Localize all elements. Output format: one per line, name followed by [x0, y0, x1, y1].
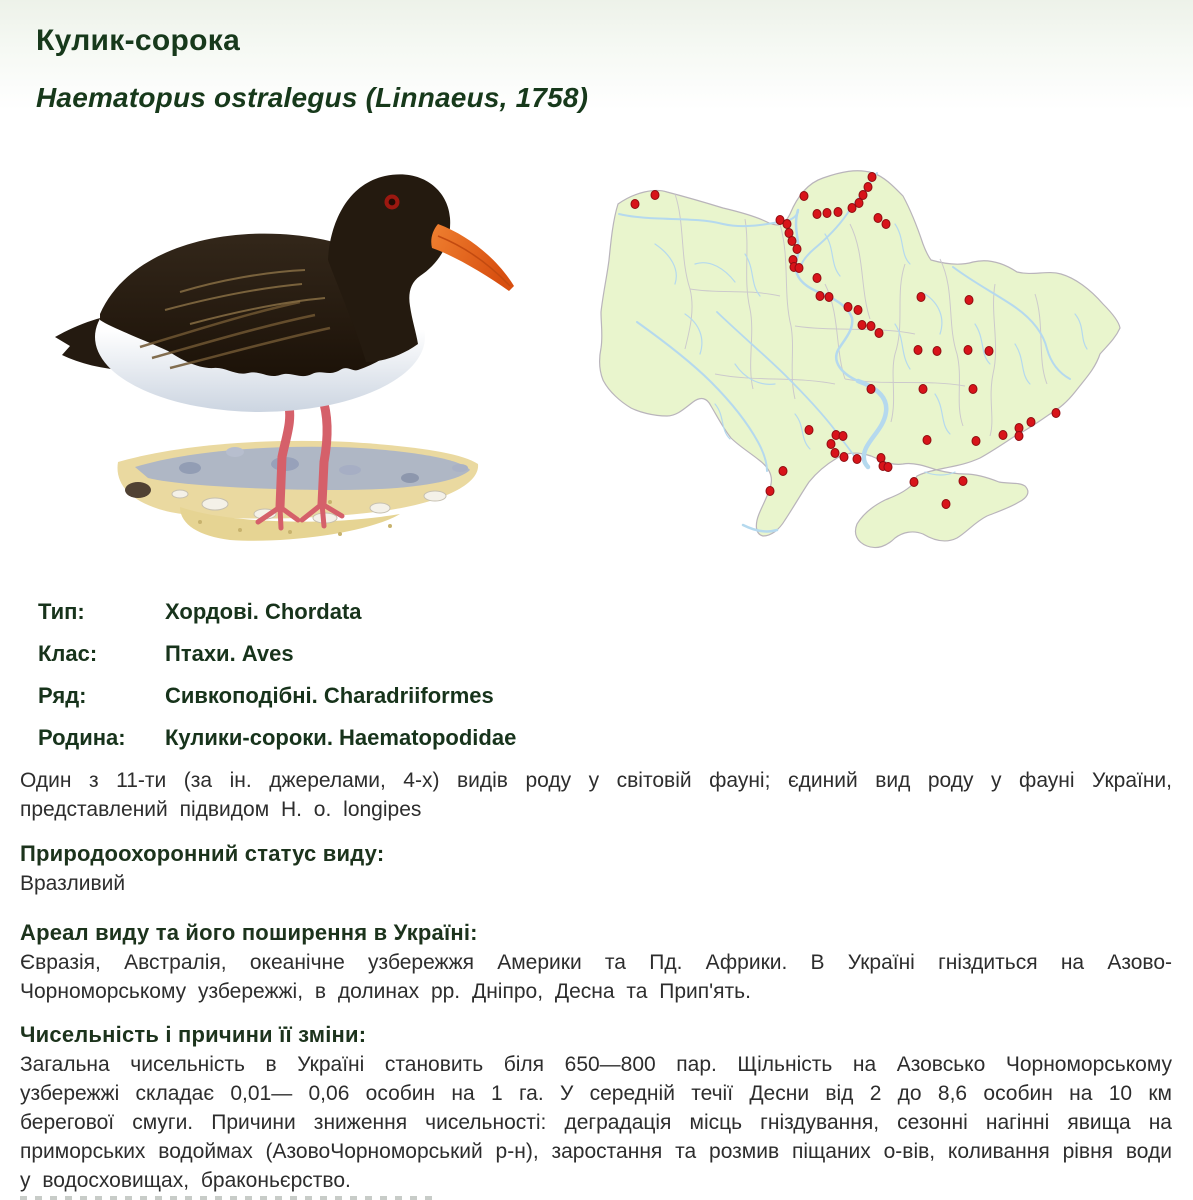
clipped-next-section-top: [20, 1196, 432, 1200]
taxonomy-value: Птахи. Aves: [165, 641, 294, 666]
figures-row: [20, 152, 1172, 572]
taxonomy-row: [38, 724, 1172, 751]
section-range-body: Євразія, Австралія, океанічне узбережжя Америки та Пд. Африки. В Україні гніздиться на Азово-Чорноморському узбережжі, в долинах рр. Дніпро, Десна та Прип'ять.: [20, 951, 1172, 1003]
section-population-body: Загальна чисельність в Україні становить біля 650—800 пар. Щільність на Азовсько Чорноморському узбережжі складає 0,01— 0,06 особин на 1 га. У середній течії Десни від 2 до 8,6 особин на 10 км берегової смуги. Причини зниження чисельності: деградація місць гніздування, сезонні нагінні явища на приморських водоймах (АзовоЧорноморський р-н), заростання та розмив піщаних о-вів, коливання рівня води у водосховищах, браконьєрство.: [20, 1053, 1172, 1192]
distribution-map-ukraine: [595, 164, 1130, 556]
intro-paragraph: Один з 11-ти (за ін. джерелами, 4-х) видів роду у світовій фауні; єдиний вид роду у фауні України, представлений підвидом H. o. longipes: [20, 769, 1172, 821]
taxonomy-label: Родина:: [38, 725, 126, 750]
taxonomy-value: Хордові. Chordata: [165, 599, 362, 624]
taxonomy-value: Кулики-сороки. Haematopodidae: [165, 725, 517, 750]
taxonomy-label: Ряд:: [38, 683, 87, 708]
beach-ground: [117, 441, 478, 541]
taxonomy-row: [38, 640, 1172, 667]
taxonomy-label: Тип:: [38, 599, 85, 624]
taxonomy-label: Клас:: [38, 641, 98, 666]
section-range-heading: Ареал виду та його поширення в Україні:: [20, 920, 478, 945]
taxonomy-table: [38, 598, 1172, 751]
section-population-heading: Чисельність і причини її зміни:: [20, 1022, 367, 1047]
section-status-heading: Природоохоронний статус виду:: [20, 841, 385, 866]
taxonomy-row: [38, 682, 1172, 709]
taxonomy-row: [38, 598, 1172, 625]
oystercatcher-illustration: [30, 152, 560, 572]
section-status-body: Вразливий: [20, 872, 126, 895]
taxonomy-value: Сивкоподібні. Charadriiformes: [165, 683, 494, 708]
species-latin-name: Haematopus ostralegus (Linnaeus, 1758): [36, 82, 589, 113]
page-title: Кулик-сорока: [36, 24, 241, 57]
